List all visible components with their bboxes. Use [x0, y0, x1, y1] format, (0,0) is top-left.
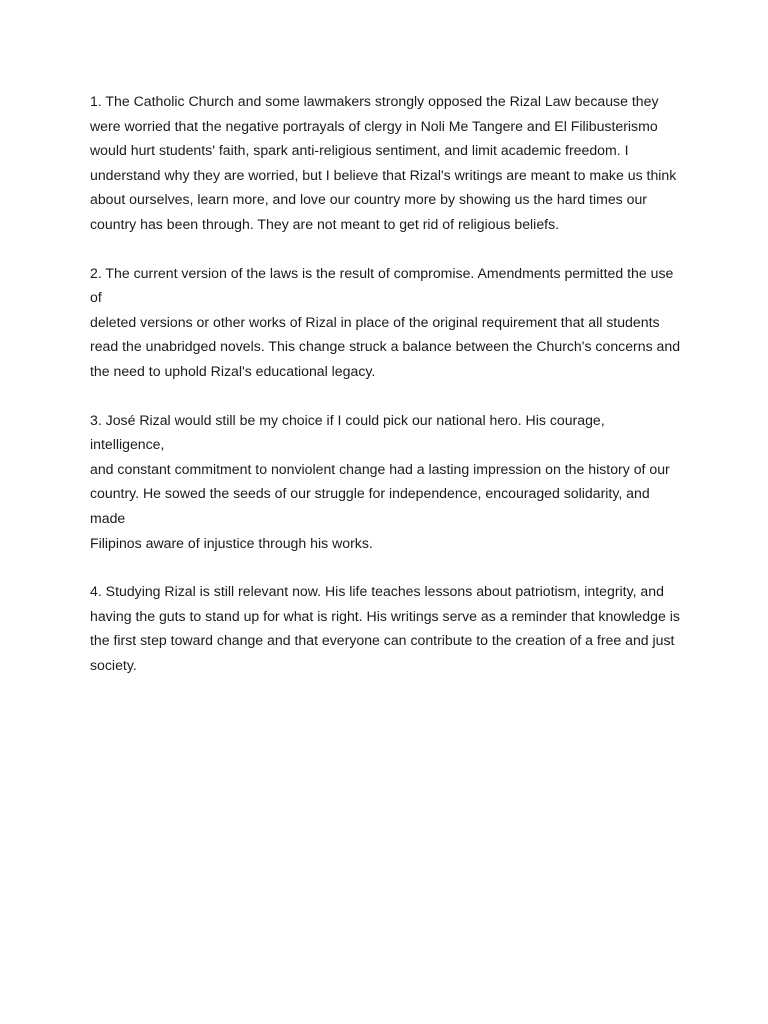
- document-body: [90, 89, 682, 701]
- paragraph-4-line-4: society.: [90, 656, 137, 673]
- paragraph-4-line-1: 4. Studying Rizal is still relevant now. His life teaches lessons about patriotism, integrity, and: [90, 583, 664, 600]
- paragraph-2-line-3: read the unabridged novels. This change struck a balance between the Church's concerns and: [90, 338, 681, 355]
- paragraph-3-line-4: Filipinos aware of injustice through his works.: [90, 534, 373, 551]
- paragraph-2-line-2: deleted versions or other works of Rizal in place of the original requirement that all students: [90, 313, 660, 330]
- paragraph-4: [90, 579, 682, 677]
- paragraph-1-line-6: country has been through. They are not meant to get rid of religious beliefs.: [90, 215, 560, 232]
- paragraph-2: [90, 261, 682, 384]
- paragraph-4-line-3: the first step toward change and that everyone can contribute to the creation of a free and just: [90, 632, 675, 649]
- paragraph-1-line-5: about ourselves, learn more, and love our country more by showing us the hard times our: [90, 191, 647, 208]
- paragraph-4-line-2: having the guts to stand up for what is right. His writings serve as a reminder that knowledge is: [90, 607, 680, 624]
- paragraph-3-line-1: 3. José Rizal would still be my choice if I could pick our national hero. His courage, intelligence,: [90, 411, 605, 453]
- paragraph-1-line-4: understand why they are worried, but I believe that Rizal's writings are meant to make us think: [90, 166, 677, 183]
- paragraph-2-line-4: the need to uphold Rizal's educational legacy.: [90, 362, 376, 379]
- paragraph-3-line-2: and constant commitment to nonviolent change had a lasting impression on the history of our: [90, 460, 670, 477]
- paragraph-1-line-2: were worried that the negative portrayals of clergy in Noli Me Tangere and El Filibusterismo: [90, 117, 658, 134]
- paragraph-2-line-1: 2. The current version of the laws is the result of compromise. Amendments permitted the use of: [90, 264, 674, 306]
- paragraph-1-line-3: would hurt students' faith, spark anti-religious sentiment, and limit academic freedom. I: [90, 142, 629, 159]
- paragraph-1: [90, 89, 682, 237]
- paragraph-3: [90, 408, 682, 556]
- paragraph-3-line-3: country. He sowed the seeds of our struggle for independence, encouraged solidarity, and made: [90, 485, 650, 526]
- paragraph-1-line-1: 1. The Catholic Church and some lawmakers strongly opposed the Rizal Law because they: [90, 93, 659, 109]
